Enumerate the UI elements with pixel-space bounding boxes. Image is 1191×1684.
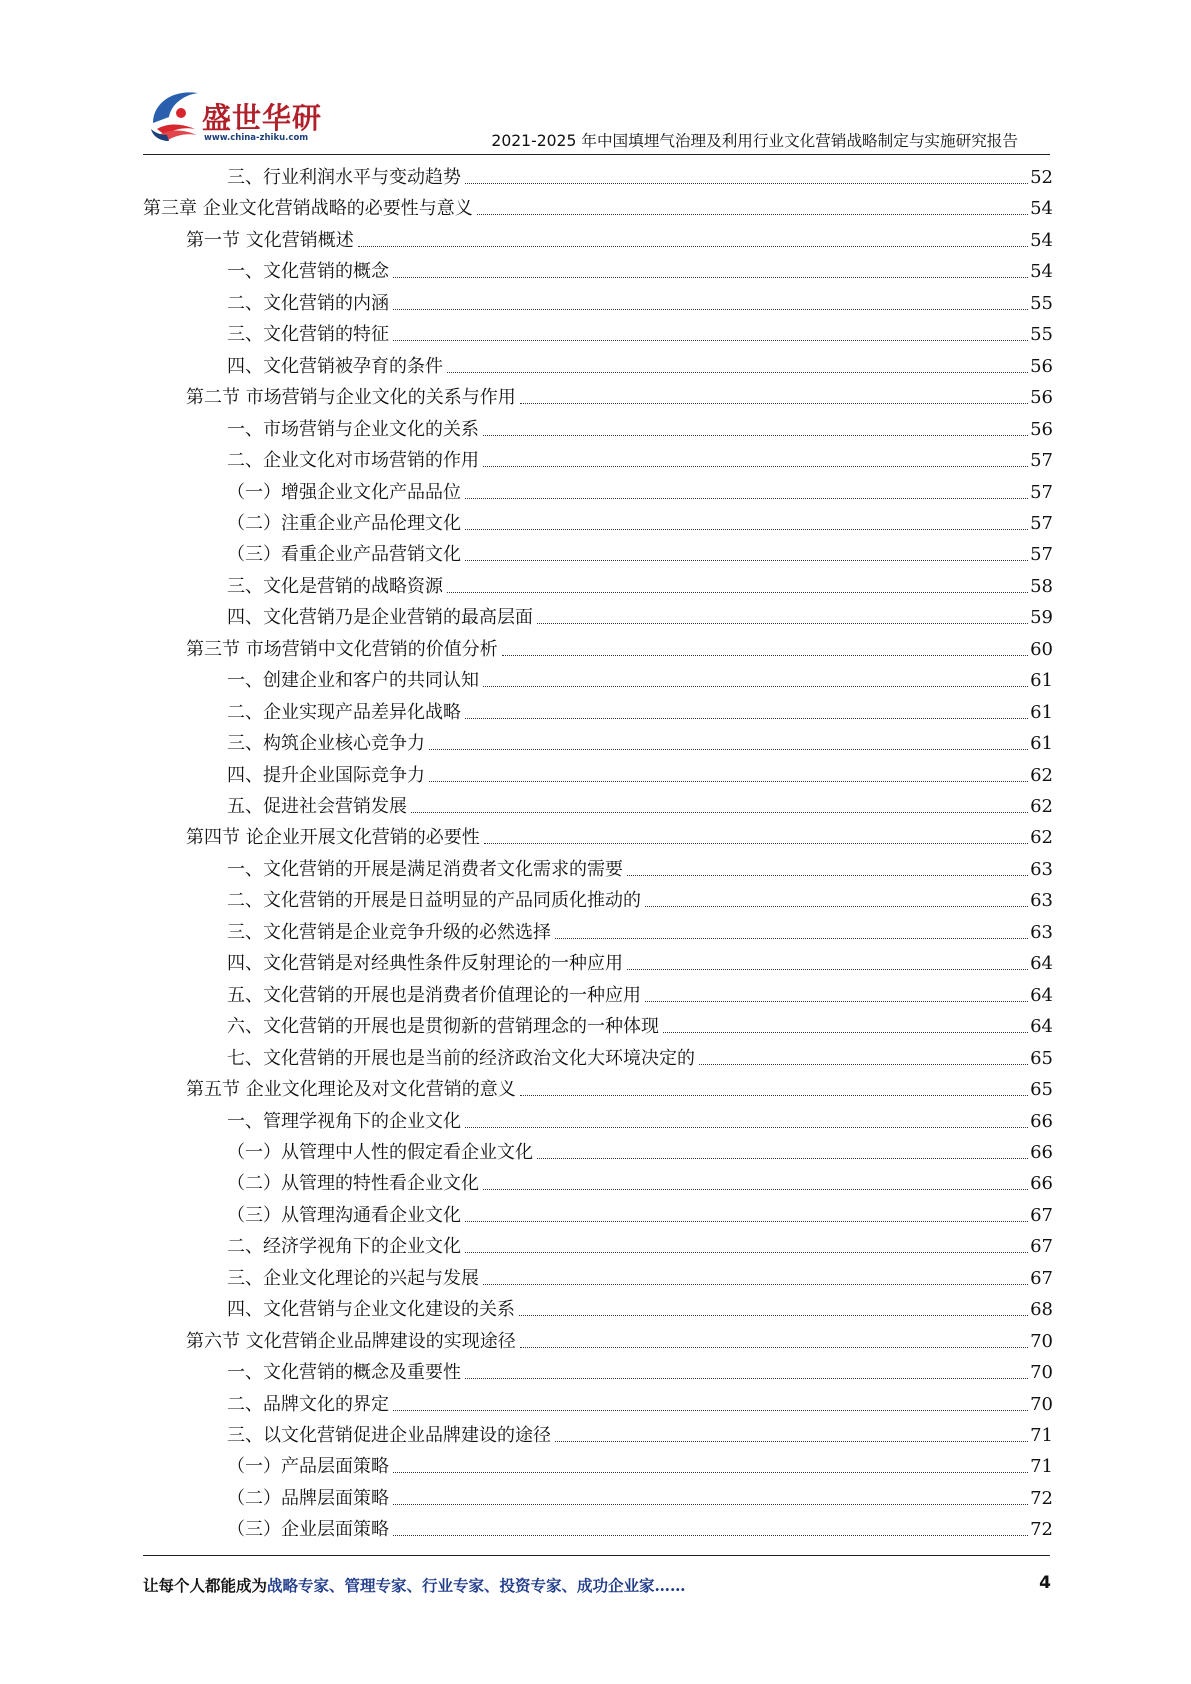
toc-page-number: 57: [1030, 512, 1053, 534]
toc-entry-title: （二）品牌层面策略: [227, 1487, 389, 1509]
toc-dot-leader: [465, 1127, 1028, 1128]
toc-dot-leader: [483, 466, 1028, 467]
toc-entry-title: 第五节 企业文化理论及对文化营销的意义: [186, 1079, 516, 1101]
toc-dot-leader: [520, 403, 1028, 404]
toc-dot-leader: [537, 1158, 1028, 1159]
toc-page-number: 70: [1030, 1362, 1053, 1384]
toc-entry-title: 五、促进社会营销发展: [227, 796, 407, 817]
toc-dot-leader: [393, 309, 1028, 310]
toc-entry[interactable]: [0, 980, 1191, 1011]
toc-page-number: 63: [1030, 858, 1053, 880]
toc-entry[interactable]: [0, 1483, 1191, 1514]
toc-entry-title: 四、提升企业国际竞争力: [227, 764, 425, 786]
toc-page-number: 54: [1030, 261, 1053, 283]
toc-page-number: 72: [1030, 1487, 1053, 1509]
toc-entry-title: 一、文化营销的开展是满足消费者文化需求的需要: [227, 858, 623, 880]
page-number: 4: [1039, 1573, 1051, 1593]
toc-entry-title: 三、行业利润水平与变动趋势: [227, 167, 461, 188]
toc-dot-leader: [393, 1472, 1028, 1473]
toc-entry[interactable]: [0, 854, 1191, 885]
toc-dot-leader: [645, 1001, 1028, 1002]
toc-dot-leader: [393, 277, 1028, 278]
toc-dot-leader: [465, 718, 1028, 719]
toc-dot-leader: [393, 1535, 1028, 1536]
toc-entry-title: 二、文化营销的内涵: [227, 292, 389, 314]
toc-page-number: 54: [1030, 229, 1053, 251]
toc-entry[interactable]: [0, 288, 1191, 319]
toc-page-number: 59: [1030, 607, 1053, 629]
toc-entry[interactable]: [0, 539, 1191, 570]
toc-entry[interactable]: [0, 1451, 1191, 1482]
toc-dot-leader: [447, 372, 1028, 373]
toc-entry[interactable]: [0, 885, 1191, 916]
footer-slogan: [143, 1574, 686, 1596]
toc-entry[interactable]: [0, 822, 1191, 853]
toc-page-number: 62: [1030, 764, 1053, 786]
toc-dot-leader: [699, 1064, 1028, 1065]
toc-entry[interactable]: [0, 697, 1191, 728]
toc-entry-title: 一、文化营销的概念及重要性: [227, 1362, 461, 1384]
toc-page-number: 54: [1030, 198, 1053, 220]
toc-entry[interactable]: [0, 351, 1191, 382]
toc-entry[interactable]: [0, 1074, 1191, 1105]
toc-entry-title: 三、企业文化理论的兴起与发展: [227, 1267, 479, 1289]
toc-entry-title: （一）产品层面策略: [227, 1456, 389, 1478]
toc-dot-leader: [447, 592, 1028, 593]
toc-dot-leader: [627, 875, 1028, 876]
toc-entry[interactable]: [0, 634, 1191, 665]
toc-dot-leader: [393, 1504, 1028, 1505]
toc-entry[interactable]: [0, 1231, 1191, 1262]
toc-dot-leader: [627, 969, 1028, 970]
toc-page-number: 64: [1030, 953, 1053, 975]
toc-entry-title: （二）注重企业产品伦理文化: [227, 512, 461, 534]
toc-entry[interactable]: [0, 1106, 1191, 1137]
footer-divider: [143, 1555, 1050, 1556]
toc-dot-leader: [477, 214, 1028, 215]
toc-entry[interactable]: [0, 256, 1191, 287]
toc-page-number: 57: [1030, 481, 1053, 503]
toc-page-number: 64: [1030, 1016, 1053, 1038]
toc-dot-leader: [645, 906, 1028, 907]
toc-dot-leader: [555, 1441, 1028, 1442]
toc-entry[interactable]: [0, 1168, 1191, 1199]
toc-dot-leader: [537, 623, 1028, 624]
toc-entry[interactable]: [0, 917, 1191, 948]
toc-page-number: 68: [1030, 1299, 1053, 1321]
toc-entry-title: （一）增强企业文化产品品位: [227, 481, 461, 503]
toc-page-number: 71: [1030, 1456, 1053, 1478]
toc-page-number: 55: [1030, 292, 1053, 314]
toc-dot-leader: [484, 843, 1028, 844]
toc-entry-title: 第六节 文化营销企业品牌建设的实现途径: [186, 1330, 516, 1352]
toc-page-number: 56: [1030, 355, 1053, 377]
toc-dot-leader: [393, 1410, 1028, 1411]
toc-page-number: 56: [1030, 387, 1053, 409]
toc-entry-title: 一、管理学视角下的企业文化: [227, 1110, 461, 1132]
toc-entry-title: 二、企业实现产品差异化战略: [227, 701, 461, 723]
toc-entry[interactable]: [0, 1326, 1191, 1357]
toc-entry-title: 一、创建企业和客户的共同认知: [227, 670, 479, 692]
toc-entry-title: 四、文化营销与企业文化建设的关系: [227, 1299, 515, 1321]
toc-page-number: 67: [1030, 1204, 1053, 1226]
toc-page-number: 60: [1030, 638, 1053, 660]
toc-dot-leader: [429, 749, 1028, 750]
toc-entry[interactable]: [0, 1043, 1191, 1074]
toc-entry-title: （三）企业层面策略: [227, 1519, 389, 1541]
toc-page-number: 62: [1030, 827, 1053, 849]
toc-page-number: 65: [1030, 1047, 1053, 1069]
toc-page-number: 63: [1030, 890, 1053, 912]
toc-dot-leader: [465, 529, 1028, 530]
toc-dot-leader: [520, 1347, 1028, 1348]
brand-url: www.china-zhiku.com: [204, 133, 309, 143]
toc-page-number: 61: [1030, 733, 1053, 755]
toc-entry-title: 二、品牌文化的界定: [227, 1393, 389, 1415]
toc-entry[interactable]: [0, 1011, 1191, 1042]
toc-entry[interactable]: [0, 1263, 1191, 1294]
header-divider: [143, 154, 1050, 155]
toc-dot-leader: [483, 1284, 1028, 1285]
report-title: 2021-2025 年中国填埋气治理及利用行业文化营销战略制定与实施研究报告: [491, 132, 1018, 150]
toc-page-number: 66: [1030, 1110, 1053, 1132]
toc-entry-title: （三）看重企业产品营销文化: [227, 544, 461, 566]
toc-entry[interactable]: [0, 414, 1191, 445]
toc-entry[interactable]: [0, 1357, 1191, 1388]
toc-page-number: 61: [1030, 670, 1053, 692]
toc-dot-leader: [502, 655, 1028, 656]
toc-dot-leader: [520, 1095, 1028, 1096]
toc-entry[interactable]: [0, 445, 1191, 476]
toc-entry-title: 第三章 企业文化营销战略的必要性与意义: [143, 198, 473, 220]
toc-entry-title: （三）从管理沟通看企业文化: [227, 1204, 461, 1226]
toc-dot-leader: [663, 1032, 1028, 1033]
toc-page-number: 63: [1030, 921, 1053, 943]
toc-entry[interactable]: [0, 1200, 1191, 1231]
toc-entry[interactable]: [0, 319, 1191, 350]
toc-page-number: 64: [1030, 984, 1053, 1006]
toc-dot-leader: [519, 1315, 1028, 1316]
toc-entry-title: 二、文化营销的开展是日益明显的产品同质化推动的: [227, 890, 641, 912]
toc-page-number: 66: [1030, 1141, 1053, 1163]
toc-page-number: 70: [1030, 1393, 1053, 1415]
toc-page-number: 67: [1030, 1267, 1053, 1289]
toc-page-number: 55: [1030, 324, 1053, 346]
brand-name: 盛世华研: [202, 101, 323, 135]
toc-entry[interactable]: [0, 193, 1191, 224]
toc-entry[interactable]: [0, 1514, 1191, 1545]
toc-entry[interactable]: [0, 1389, 1191, 1420]
toc-entry[interactable]: [0, 508, 1191, 539]
toc-entry-title: 二、企业文化对市场营销的作用: [227, 450, 479, 472]
toc-entry[interactable]: [0, 571, 1191, 602]
toc-dot-leader: [465, 183, 1028, 184]
toc-dot-leader: [393, 340, 1028, 341]
toc-dot-leader: [483, 1189, 1028, 1190]
toc-dot-leader: [465, 1378, 1028, 1379]
toc-entry-title: （一）从管理中人性的假定看企业文化: [227, 1141, 533, 1163]
toc-dot-leader: [411, 812, 1028, 813]
toc-entry-title: 三、以文化营销促进企业品牌建设的途径: [227, 1425, 551, 1446]
toc-page-number: 67: [1030, 1236, 1053, 1258]
toc-entry-title: 第四节 论企业开展文化营销的必要性: [186, 827, 480, 849]
toc-entry-title: 三、文化是营销的战略资源: [227, 575, 443, 597]
toc-entry-title: 三、构筑企业核心竞争力: [227, 733, 425, 755]
toc-page-number: 70: [1030, 1330, 1053, 1352]
toc-entry-title: 四、文化营销被孕育的条件: [227, 355, 443, 377]
toc-dot-leader: [555, 938, 1028, 939]
toc-entry-title: 七、文化营销的开展也是当前的经济政治文化大环境决定的: [227, 1047, 695, 1069]
toc-entry-title: 第二节 市场营销与企业文化的关系与作用: [186, 387, 516, 409]
toc-entry-title: （二）从管理的特性看企业文化: [227, 1173, 479, 1195]
toc-page-number: 61: [1030, 701, 1053, 723]
toc-entry-title: 六、文化营销的开展也是贯彻新的营销理念的一种体现: [227, 1016, 659, 1038]
toc-page-number: 66: [1030, 1173, 1053, 1195]
toc-dot-leader: [465, 1252, 1028, 1253]
toc-entry[interactable]: [0, 225, 1191, 256]
toc-entry[interactable]: [0, 162, 1191, 193]
toc-dot-leader: [358, 246, 1028, 247]
toc-entry[interactable]: [0, 1420, 1191, 1451]
toc-page-number: 71: [1030, 1425, 1053, 1446]
toc-entry[interactable]: [0, 791, 1191, 822]
toc-page-number: 65: [1030, 1079, 1053, 1101]
toc-entry-title: 一、文化营销的概念: [227, 261, 389, 283]
toc-entry-title: 第三节 市场营销中文化营销的价值分析: [186, 638, 498, 660]
toc-entry-title: 三、文化营销的特征: [227, 324, 389, 346]
toc-entry-title: 四、文化营销是对经典性条件反射理论的一种应用: [227, 953, 623, 975]
toc-dot-leader: [483, 686, 1028, 687]
toc-entry[interactable]: [0, 948, 1191, 979]
toc-entry-title: 四、文化营销乃是企业营销的最高层面: [227, 607, 533, 629]
toc-entry[interactable]: [0, 477, 1191, 508]
toc-entry-title: 五、文化营销的开展也是消费者价值理论的一种应用: [227, 984, 641, 1006]
toc-entry[interactable]: [0, 728, 1191, 759]
toc-entry[interactable]: [0, 1137, 1191, 1168]
toc-page-number: 56: [1030, 418, 1053, 440]
toc-entry-title: 一、市场营销与企业文化的关系: [227, 418, 479, 440]
toc-entry[interactable]: [0, 382, 1191, 413]
toc-page-number: 57: [1030, 544, 1053, 566]
toc-entry-title: 二、经济学视角下的企业文化: [227, 1236, 461, 1258]
toc-page-number: 52: [1030, 167, 1053, 188]
toc-page-number: 57: [1030, 450, 1053, 472]
slogan-highlight: 战略专家、管理专家、行业专家、投资专家、成功企业家……: [267, 1576, 686, 1595]
toc-dot-leader: [483, 435, 1028, 436]
toc-entry[interactable]: [0, 760, 1191, 791]
toc-dot-leader: [465, 1221, 1028, 1222]
toc-dot-leader: [465, 498, 1028, 499]
toc-page-number: 62: [1030, 796, 1053, 817]
toc-page-number: 58: [1030, 575, 1053, 597]
toc-entry[interactable]: [0, 665, 1191, 696]
slogan-prefix: 让每个人都能成为: [143, 1576, 268, 1595]
toc-entry-title: 三、文化营销是企业竞争升级的必然选择: [227, 921, 551, 943]
toc-entry-title: 第一节 文化营销概述: [186, 229, 354, 251]
toc-page-number: 72: [1030, 1519, 1053, 1541]
toc-entry[interactable]: [0, 602, 1191, 633]
toc-entry[interactable]: [0, 1294, 1191, 1325]
toc-dot-leader: [465, 560, 1028, 561]
toc-dot-leader: [429, 781, 1028, 782]
